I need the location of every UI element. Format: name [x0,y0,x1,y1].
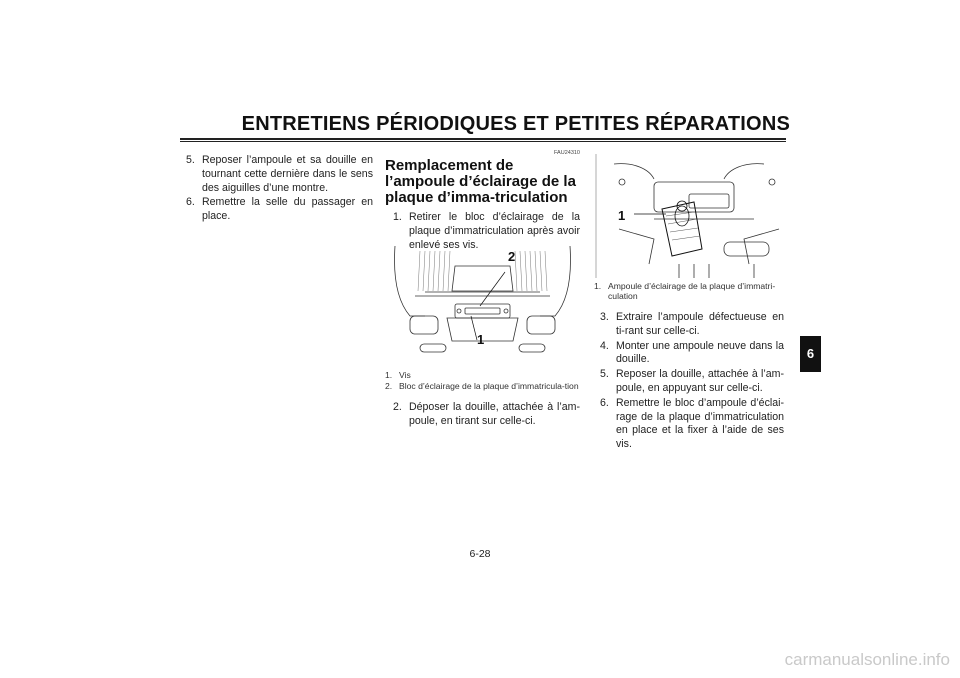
step-number: 6. [600,396,609,409]
step-5-left [186,154,373,195]
license-plate-light-figure [385,246,580,366]
figure-callout-1: 1 [477,332,485,347]
step-text: Monter une ampoule neuve dans la douille. [616,339,784,366]
step-text: Extraire l’ampoule défectueuse en ti-rant sur celle-ci. [616,311,784,337]
figure-callout-2: 2 [508,249,516,264]
figure-captions [594,281,784,301]
step-text: Déposer la douille, attachée à l’am-poule, en tirant sur celle-ci. [409,401,580,427]
right-column [594,281,784,453]
step-number: 5. [600,368,609,381]
step-5-right [600,368,784,396]
header-rule [180,138,786,140]
header-rule-thin [180,141,786,142]
page-number: 6-28 [469,548,491,560]
bulb-figure [594,154,784,278]
caption-item: 1. Vis [385,370,411,380]
step-text: Reposer l’ampoule et sa douille en tournant cette dernière dans le sens des aiguilles d’une montre. [202,154,373,194]
step-number: 5. [186,154,195,166]
figure-captions [385,370,580,391]
step-text: Remettre la selle du passager en place. [202,196,373,223]
step-6-right [600,397,784,452]
middle-lower [385,370,580,430]
chapter-tab: 6 [800,336,821,372]
caption-item: 1. Ampoule d’éclairage de la plaque d’immatri-culation [594,281,776,301]
step-number: 1. [393,211,402,223]
step-4 [600,340,784,368]
step-3 [600,311,784,339]
step-text: Remettre le bloc d’ampoule d’éclai-rage de la plaque d’immatriculation en place et la fixer à l’aide de ses vis. [616,396,784,451]
step-2 [393,401,580,429]
figure-callout-1: 1 [618,208,626,223]
step-number: 2. [393,401,402,413]
step-number: 3. [600,311,609,323]
watermark: carmanualsonline.info [784,650,950,669]
page-header-title: ENTRETIENS PÉRIODIQUES ET PETITES RÉPARATIONS [241,113,790,135]
caption-item: 2. Bloc d’éclairage de la plaque d’immatricula-tion [385,381,579,391]
section-code: FAU24310 [554,150,580,156]
step-number: 4. [600,339,609,352]
step-6-left [186,196,373,224]
step-text: Retirer le bloc d’éclairage de la plaque d’immatriculation après avoir enlevé ses vis. [409,211,580,251]
step-number: 6. [186,196,195,209]
section-title: Remplacement de l’ampoule d’éclairage de la plaque d’imma-triculation [385,157,576,206]
left-column [186,154,373,225]
middle-column [385,150,580,253]
step-text: Reposer la douille, attachée à l’am-poule, en appuyant sur celle-ci. [616,368,784,394]
